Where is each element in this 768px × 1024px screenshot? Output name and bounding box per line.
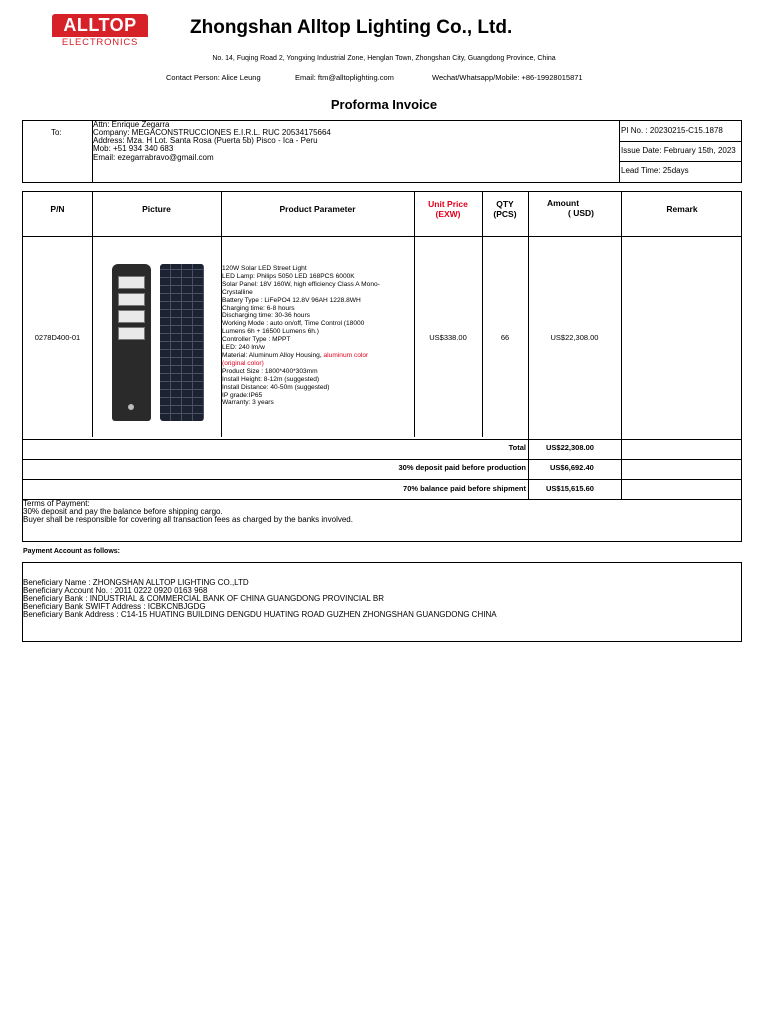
header-pn: P/N bbox=[50, 204, 65, 214]
material-text: Material: Aluminum Alloy Housing, bbox=[222, 351, 324, 359]
beneficiary-bank: Beneficiary Bank : INDUSTRIAL & COMMERCIAL BANK OF CHINA GUANGDONG PROVINCIAL BR bbox=[23, 594, 384, 603]
param-line: Working Mode : auto on/off, Time Control (18000 bbox=[222, 320, 365, 328]
material-color-note: (original color) bbox=[222, 359, 264, 367]
param-line: Battery Type : LiFePO4 12.8V 96AH 1228.8WH bbox=[222, 296, 361, 304]
logo-brand: ALLTOP bbox=[52, 14, 148, 36]
deposit-amount: US$6,692.40 bbox=[550, 463, 594, 472]
total-amount: US$22,308.00 bbox=[546, 443, 594, 452]
param-line: Lumens 6h + 16500 Lumens 6h.) bbox=[222, 328, 319, 336]
to-label: To: bbox=[51, 128, 62, 137]
company-name: Zhongshan Alltop Lighting Co., Ltd. bbox=[190, 17, 513, 38]
param-line: IP grade:IP65 bbox=[222, 391, 263, 399]
beneficiary-bank-address: Beneficiary Bank Address : C14-15 HUATING BUILDING DENGDU HUATING ROAD GUZHEN ZHONGSHAN GUANGDONG CHINA bbox=[23, 610, 497, 619]
terms-line-2: Buyer shall be responsible for covering all transaction fees as charged by the banks involved. bbox=[23, 515, 353, 524]
product-parameters bbox=[222, 265, 410, 407]
beneficiary-swift: Beneficiary Bank SWIFT Address : ICBKCNBJGDG bbox=[23, 602, 206, 611]
param-line: Discharging time: 30-36 hours bbox=[222, 312, 310, 320]
param-line: Warranty: 3 years bbox=[222, 399, 274, 407]
balance-amount: US$15,615.60 bbox=[546, 484, 594, 493]
street-light-image bbox=[112, 264, 151, 421]
header-amount: Amount bbox=[546, 198, 580, 208]
to-block bbox=[22, 120, 742, 183]
lead-time: Lead Time: 25days bbox=[621, 166, 689, 175]
contact-phone: Wechat/Whatsapp/Mobile: +86-19928015871 bbox=[432, 73, 583, 82]
to-mobile: Mob: +51 934 340 683 bbox=[93, 144, 174, 153]
header-qty: QTY bbox=[496, 199, 514, 209]
param-line: Install Height: 8-12m (suggested) bbox=[222, 375, 320, 383]
logo-subtitle: ELECTRONICS bbox=[52, 36, 148, 49]
terms-title: Terms of Payment: bbox=[23, 499, 90, 508]
param-line: Product Size : 1800*400*303mm bbox=[222, 367, 318, 375]
row-qty: 66 bbox=[500, 333, 510, 342]
to-company: Company: MEGACONSTRUCCIONES E.I.R.L. RUC 20534175664 bbox=[93, 128, 331, 137]
payment-title: Payment Account as follows: bbox=[23, 548, 120, 555]
param-line: LED: 240 lm/w bbox=[222, 344, 265, 352]
payment-block bbox=[22, 562, 742, 642]
param-line: Install Distance: 40-50m (suggested) bbox=[222, 383, 330, 391]
header-qty-pcs: (PCS) bbox=[493, 209, 517, 219]
param-line: Controller Type : MPPT bbox=[222, 336, 291, 344]
contact-email: Email: ftm@alltoplighting.com bbox=[295, 73, 394, 82]
deposit-label: 30% deposit paid before production bbox=[398, 463, 526, 472]
param-line: Solar Panel: 18V 160W, high efficiency Class A Mono- bbox=[222, 280, 380, 288]
document-title: Proforma Invoice bbox=[330, 97, 438, 112]
material-color: aluminum color bbox=[323, 351, 369, 359]
param-line: 120W Solar LED Street Light bbox=[222, 265, 307, 272]
beneficiary-name: Beneficiary Name : ZHONGSHAN ALLTOP LIGHTING CO.,LTD bbox=[23, 578, 249, 587]
header-product-parameter: Product Parameter bbox=[279, 204, 356, 214]
balance-label: 70% balance paid before shipment bbox=[403, 484, 526, 493]
company-address: No. 14, Fuqing Road 2, Yongxing Industrial Zone, Henglan Town, Zhongshan City, Guangdong Province, China bbox=[212, 55, 556, 62]
param-material bbox=[222, 352, 410, 360]
header-amount-usd: ( USD) bbox=[568, 208, 594, 218]
header-unit-price: Unit Price bbox=[428, 199, 468, 209]
row-pn: 0278D400-01 bbox=[34, 333, 81, 342]
contact-person: Contact Person: Alice Leung bbox=[166, 73, 261, 82]
total-label: Total bbox=[508, 443, 526, 452]
param-line: LED Lamp: Philips 5050 LED 168PCS 6000K bbox=[222, 272, 355, 280]
header-remark: Remark bbox=[666, 204, 698, 214]
pi-number: PI No. : 20230215-C15.1878 bbox=[621, 126, 723, 135]
company-logo bbox=[52, 14, 150, 50]
terms-block bbox=[22, 500, 742, 542]
issue-date: Issue Date: February 15th, 2023 bbox=[621, 146, 736, 155]
header-unit-price-exw: (EXW) bbox=[435, 209, 461, 219]
row-unit-price: US$338.00 bbox=[429, 333, 467, 342]
solar-panel-image bbox=[160, 264, 204, 421]
to-email: Email: ezegarrabravo@gmail.com bbox=[93, 153, 214, 162]
beneficiary-account: Beneficiary Account No. : 2011 0222 0920 0163 968 bbox=[23, 586, 208, 595]
attn-text: Attn: Enrique Zegarra bbox=[93, 120, 170, 129]
terms-line-1: 30% deposit and pay the balance before shipping cargo. bbox=[23, 507, 223, 516]
to-address: Address: Mza. H Lot. Santa Rosa (Puerta 5b) Pisco - Ica - Peru bbox=[93, 136, 318, 145]
header-picture: Picture bbox=[142, 204, 171, 214]
param-line: Charging time: 6-8 hours bbox=[222, 304, 295, 312]
row-amount: US$22,308.00 bbox=[550, 333, 599, 342]
param-line: Crystalline bbox=[222, 288, 253, 296]
